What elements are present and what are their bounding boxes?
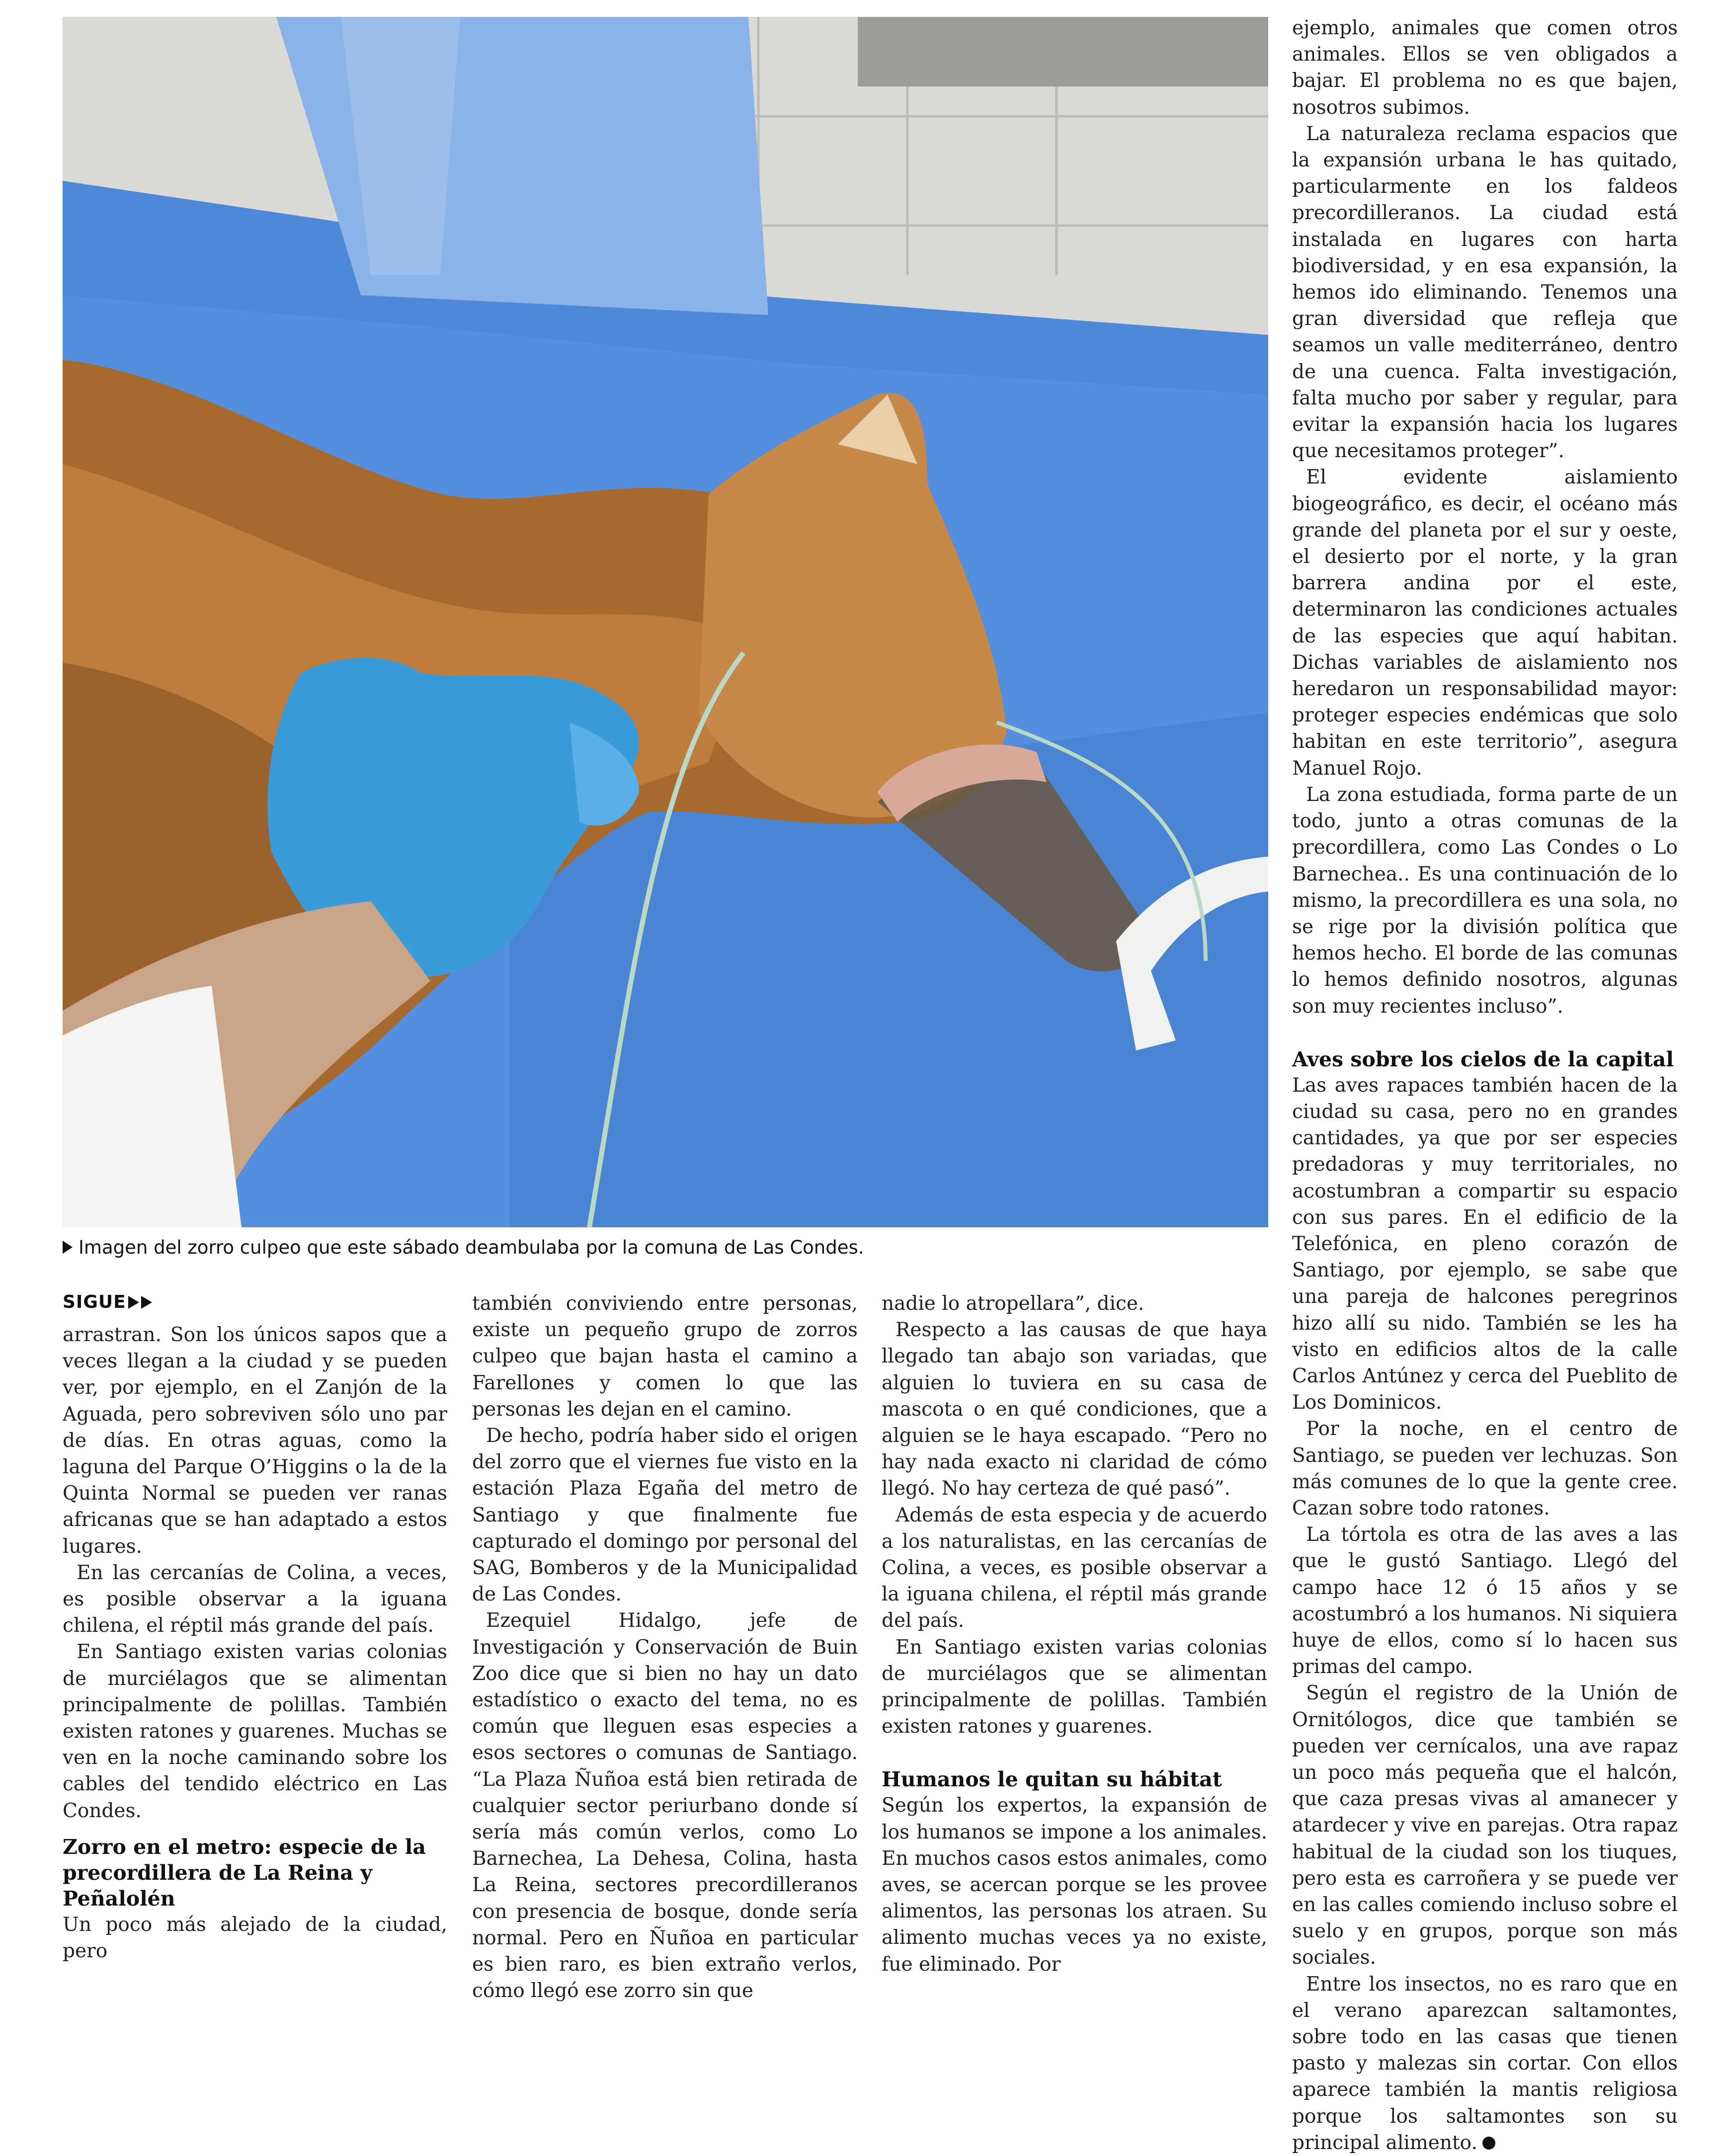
paragraph: Un poco más alejado de la ciudad, pero [63,1913,447,1963]
paragraph: Por la noche, en el centro de Santiago, se pueden ver lechuzas. Son más comunes de lo que la gente cree. Cazan sobre todo ratones. [1292,1418,1678,1519]
paragraph: En Santiago existen varias colonias de murciélagos que se alimentan principalmente de polillas. También existen ratones y guarenes. Muchas se ven en la noche caminando sobre los cables del tendido eléctrico en Las Condes. [63,1641,447,1822]
end-mark-icon [1482,2137,1495,2150]
article-column-4 [1292,15,1678,2156]
paragraph: ejemplo, animales que comen otros animales. Ellos se ven obligados a bajar. El problema no es que bajen, nosotros subimos. [1292,17,1678,119]
paragraph: El evidente aislamiento biogeográfico, es decir, el océano más grande del planeta por el sur y oeste, el desierto por el norte, y la gran barrera andina por el este, determinaron las condiciones actuales de las especies que aquí habitan. Dichas variables de aislamiento nos heredaron un responsabilidad mayor: proteger especies endémicas que solo habitan en este territorio”, asegura Manuel Rojo. [1292,466,1678,780]
paragraph: En Santiago existen varias colonias de murciélagos que se alimentan principalmente de polillas. También existen ratones y guarenes. [882,1636,1267,1738]
paragraph-text: Entre los insectos, no es raro que en el verano aparezcan saltamontes, sobre todo en las casas que tienen pasto y malezas sin cortar. Con ellos aparece también la mantis religiosa porque los saltamontes son su principal alimento. [1292,1973,1678,2154]
double-arrow-icon [128,1296,139,1309]
photo-caption [63,1236,1268,1259]
paragraph: arrastran. Son los únicos sapos que a veces llegan a la ciudad y se pueden ver, por ejemplo, en el Zanjón de la Aguada, pero sobreviven sólo uno par de días. En otras aguas, como la laguna del Parque O’Higgins o la de la Quinta Normal se pueden ver ranas africanas que se han adaptado a estos lugares. [63,1324,447,1558]
section-heading: Humanos le quitan su hábitat [882,1767,1222,1792]
paragraph: Según el registro de la Unión de Ornitólogos, dice que también se pueden ver cernícalos, una ave rapaz un poco más pequeña que el halcón, que caza presas vivas al amanecer y atardecer y vive en parejas. Otra rapaz habitual de la ciudad son los tiuques, pero esta es carroñera y se puede ver en las calles comiendo incluso sobre el suelo y en grupos, porque son más sociales. [1292,1682,1678,1969]
paragraph: nadie lo atropellara”, dice. [882,1292,1144,1315]
article-column-2 [472,1290,858,2004]
paragraph: Según los expertos, la expansión de los humanos se impone a los animales. En muchos casos estos animales, como aves, se acercan porque se les provee alimentos, las personas los atraen. Su alimento muchas veces ya no existe, fue eliminado. Por [882,1794,1267,1976]
paragraph: Además de esta especia y de acuerdo a los naturalistas, en las cercanías de Colina, a veces, es posible observar a la iguana chilena, el réptil más grande del país. [882,1504,1267,1632]
article-column-3 [882,1290,1267,1978]
paragraph: La tórtola es otra de las aves a las que le gustó Santiago. Llegó del campo hace 12 ó 15 años y se acostumbró a los humanos. Ni siquiera huye de ellos, como sí lo hacen sus primas del campo. [1292,1523,1678,1678]
fox-photo [63,17,1268,1227]
paragraph: Respecto a las causas de que haya llegado tan abajo son variadas, que alguien lo tuviera en su casa de mascota o en qué condiciones, que a alguien se le haya escapado. “Pero no hay nada exacto ni claridad de cómo llegó. No hay certeza de qué pasó”. [882,1319,1267,1500]
paragraph: En las cercanías de Colina, a veces, es posible observar a la iguana chilena, el réptil más grande del país. [63,1561,447,1637]
paragraph: De hecho, podría haber sido el origen del zorro que el viernes fue visto en la estación Plaza Egaña del metro de Santiago y que finalmente fue capturado el domingo por personal del SAG, Bomberos y de la Municipalidad de Las Condes. [472,1425,858,1606]
sigue-text: SIGUE [63,1292,126,1312]
paragraph: también conviviendo entre personas, existe un pequeño grupo de zorros culpeo que bajan hasta el camino a Farellones y comen lo que las personas les dejan en el camino. [472,1292,858,1421]
double-arrow-icon-2 [141,1296,152,1309]
paragraph: Ezequiel Hidalgo, jefe de Investigación y Conservación de Buin Zoo dice que si bien no hay un dato estadístico o exacto del tema, no es común que lleguen esas especies a esos sectores o comunas de Santiago. “La Plaza Ñuñoa está bien retirada de cualquier sector periurbano donde sí sería más común verlos, como Lo Barnechea, La Dehesa, Colina, hasta La Reina, sectores precordilleranos con presencia de bosque, donde sería normal. Pero en Ñuñoa en particular es bien raro, es bien extraño verlos, cómo llegó ese zorro sin que [472,1609,858,2002]
paragraph-last [1292,1971,1678,2156]
paragraph: La naturaleza reclama espacios que la expansión urbana le has quitado, particularmente en los faldeos precordilleranos. La ciudad está instalada en lugares con harta biodiversidad, y en esa expansión, la hemos ido eliminando. Tenemos una gran diversidad que refleja que seamos un valle mediterráneo, dentro de una cuenca. Falta investigación, falta mucho por saber y regular, para evitar la expansión hacia los lugares que necesitamos proteger”. [1292,122,1678,463]
fox-photo-illustration [63,17,1268,1227]
paragraph: La zona estudiada, forma parte de un todo, junto a otras comunas de la precordillera, como Las Condes o Lo Barnechea.. Es una continuación de lo mismo, la precordillera es una sola, no se rige por la división política que hemos hecho. El borde de las comunas lo hemos definido nosotros, algunas son muy recientes incluso”. [1292,783,1678,1018]
caption-arrow-icon [63,1241,73,1254]
article-column-1 [63,1322,447,1964]
section-heading: Zorro en el metro: especie de la precordillera de La Reina y Peñalolén [63,1835,426,1911]
section-heading: Aves sobre los cielos de la capital [1292,1047,1674,1071]
sigue-label [63,1292,152,1312]
caption-text: Imagen del zorro culpeo que este sábado deambulaba por la comuna de Las Condes. [79,1237,864,1258]
paragraph: Las aves rapaces también hacen de la ciudad su casa, pero no en grandes cantidades, ya que por ser especies predadoras y muy territoriales, no acostumbran a compartir su espacio con sus pares. En el edificio de la Telefónica, en pleno corazón de Santiago, por ejemplo, se sabe que una pareja de halcones peregrinos hizo allí su nido. También se les ha visto en edificios altos de la calle Carlos Antúnez y cerca del Pueblito de Los Dominicos. [1292,1074,1678,1414]
